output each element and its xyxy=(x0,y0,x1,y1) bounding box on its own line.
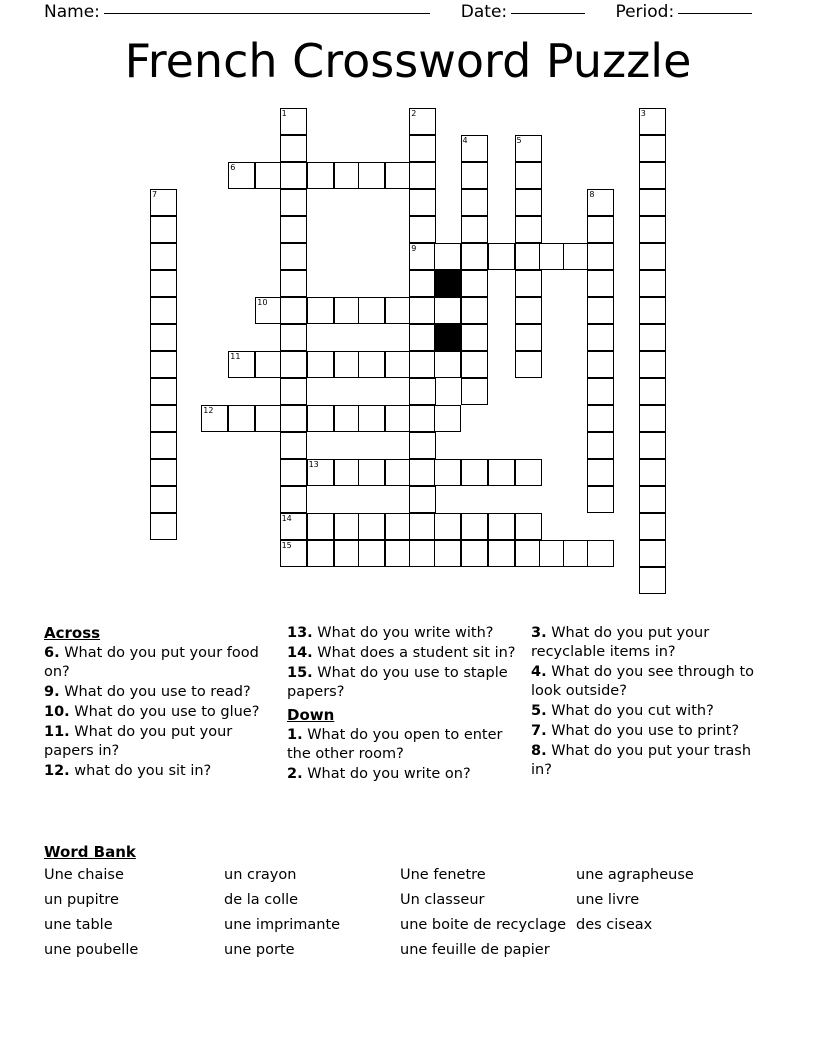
grid-cell[interactable] xyxy=(280,324,307,351)
grid-cell[interactable] xyxy=(488,540,515,567)
grid-cell[interactable] xyxy=(409,243,436,270)
grid-cell[interactable] xyxy=(488,459,515,486)
grid-cell[interactable] xyxy=(307,540,334,567)
grid-cell[interactable] xyxy=(228,351,255,378)
clue-down-3 xyxy=(531,624,774,662)
grid-cell[interactable] xyxy=(639,243,666,270)
grid-cell[interactable] xyxy=(280,189,307,216)
grid-cell[interactable] xyxy=(409,432,436,459)
grid-cell[interactable] xyxy=(461,513,488,540)
grid-cell[interactable] xyxy=(280,162,307,189)
word-bank-item: une imprimante xyxy=(224,917,341,933)
word-bank-item: des ciseax xyxy=(576,917,653,933)
word-bank-item: une feuille de papier xyxy=(400,942,550,958)
grid-cell-blocked xyxy=(434,270,461,297)
grid-cell[interactable] xyxy=(280,243,307,270)
word-bank-item: de la colle xyxy=(224,892,299,908)
grid-cell-number: 6 xyxy=(230,163,236,172)
word-bank-item: une porte xyxy=(224,942,295,958)
grid-cell[interactable] xyxy=(150,486,177,513)
grid-cell[interactable] xyxy=(280,270,307,297)
grid-cell[interactable] xyxy=(358,459,385,486)
grid-cell[interactable] xyxy=(434,540,461,567)
grid-cell[interactable] xyxy=(461,189,488,216)
clue-across-14 xyxy=(287,644,517,663)
clue-column-2 xyxy=(287,624,517,785)
grid-cell-number: 7 xyxy=(152,190,158,199)
grid-cell-blocked xyxy=(434,324,461,351)
date-blank-line[interactable] xyxy=(511,13,585,14)
grid-cell-number: 2 xyxy=(411,109,417,118)
grid-cell[interactable] xyxy=(515,270,542,297)
grid-cell[interactable] xyxy=(434,513,461,540)
grid-cell[interactable] xyxy=(515,189,542,216)
clue-down-4 xyxy=(531,663,774,701)
grid-cell[interactable] xyxy=(461,324,488,351)
grid-cell[interactable] xyxy=(515,324,542,351)
grid-cell[interactable] xyxy=(307,351,334,378)
clue-down-5 xyxy=(531,702,774,721)
grid-cell[interactable] xyxy=(150,324,177,351)
grid-cell[interactable] xyxy=(639,378,666,405)
clue-down-1 xyxy=(287,726,517,764)
grid-cell[interactable] xyxy=(358,540,385,567)
clues-area xyxy=(44,624,774,834)
grid-cell[interactable] xyxy=(307,162,334,189)
grid-cell[interactable] xyxy=(409,135,436,162)
grid-cell[interactable] xyxy=(515,351,542,378)
grid-cell[interactable] xyxy=(488,243,515,270)
page-title: French Crossword Puzzle xyxy=(124,34,692,88)
grid-cell-number: 13 xyxy=(308,460,319,469)
grid-cell[interactable] xyxy=(587,216,614,243)
grid-cell[interactable] xyxy=(358,405,385,432)
grid-cell[interactable] xyxy=(280,351,307,378)
grid-cell[interactable] xyxy=(639,189,666,216)
grid-cell[interactable] xyxy=(385,351,412,378)
grid-cell[interactable] xyxy=(434,351,461,378)
clue-number: 14. xyxy=(287,645,313,661)
clue-across-11 xyxy=(44,723,276,761)
clue-number: 13. xyxy=(287,625,313,641)
grid-cell-number: 15 xyxy=(281,541,292,550)
down-heading: Down xyxy=(287,706,335,724)
grid-cell[interactable] xyxy=(409,216,436,243)
clue-number: 9. xyxy=(44,684,60,700)
grid-cell[interactable] xyxy=(461,297,488,324)
word-bank-item: une poubelle xyxy=(44,942,139,958)
grid-cell[interactable] xyxy=(201,405,228,432)
grid-cell[interactable] xyxy=(307,459,334,486)
grid-cell[interactable] xyxy=(461,540,488,567)
grid-cell-number: 14 xyxy=(281,514,292,523)
word-bank-item: Une chaise xyxy=(44,867,124,883)
grid-cell[interactable] xyxy=(639,459,666,486)
grid-cell[interactable] xyxy=(385,459,412,486)
clue-text: what do you sit in? xyxy=(74,763,212,779)
word-bank-item: Une fenetre xyxy=(400,867,486,883)
clue-text: What do you see through to look outside? xyxy=(531,664,755,699)
clue-number: 5. xyxy=(531,703,547,719)
grid-cell[interactable] xyxy=(409,540,436,567)
clue-column-1 xyxy=(44,624,276,782)
grid-cell[interactable] xyxy=(515,297,542,324)
grid-cell[interactable] xyxy=(461,378,488,405)
grid-cell[interactable] xyxy=(334,297,361,324)
grid-cell[interactable] xyxy=(409,270,436,297)
grid-cell[interactable] xyxy=(409,297,436,324)
grid-cell[interactable] xyxy=(307,405,334,432)
grid-cell[interactable] xyxy=(539,540,566,567)
grid-cell[interactable] xyxy=(255,351,282,378)
student-info-header xyxy=(0,2,816,22)
clue-text: What do you write on? xyxy=(307,766,471,782)
clue-number: 4. xyxy=(531,664,547,680)
word-bank-item: une livre xyxy=(576,892,640,908)
grid-cell[interactable] xyxy=(639,216,666,243)
grid-cell[interactable] xyxy=(515,162,542,189)
grid-cell[interactable] xyxy=(409,513,436,540)
clue-number: 1. xyxy=(287,727,303,743)
clue-across-15 xyxy=(287,664,517,702)
grid-cell[interactable] xyxy=(461,162,488,189)
grid-cell-number: 3 xyxy=(640,109,646,118)
grid-cell[interactable] xyxy=(150,432,177,459)
grid-cell[interactable] xyxy=(385,297,412,324)
grid-cell[interactable] xyxy=(280,432,307,459)
clue-text: What do you use to staple papers? xyxy=(287,665,508,700)
grid-cell[interactable] xyxy=(280,405,307,432)
grid-cell[interactable] xyxy=(307,513,334,540)
grid-cell[interactable] xyxy=(587,189,614,216)
clue-down-8 xyxy=(531,742,774,780)
grid-cell[interactable] xyxy=(515,216,542,243)
clue-text: What do you put your food on? xyxy=(44,645,259,680)
grid-cell[interactable] xyxy=(150,405,177,432)
grid-cell[interactable] xyxy=(385,540,412,567)
grid-cell[interactable] xyxy=(358,513,385,540)
word-bank-grid xyxy=(44,867,774,958)
grid-cell[interactable] xyxy=(515,135,542,162)
grid-cell[interactable] xyxy=(434,459,461,486)
name-blank-line[interactable] xyxy=(104,13,430,14)
grid-cell[interactable] xyxy=(334,540,361,567)
word-bank-heading: Word Bank xyxy=(44,843,136,861)
grid-cell[interactable] xyxy=(334,162,361,189)
grid-cell[interactable] xyxy=(280,216,307,243)
grid-cell[interactable] xyxy=(515,513,542,540)
grid-cell[interactable] xyxy=(563,243,590,270)
grid-cell[interactable] xyxy=(150,189,177,216)
grid-cell[interactable] xyxy=(639,567,666,594)
clue-number: 15. xyxy=(287,665,313,681)
grid-cell[interactable] xyxy=(358,297,385,324)
grid-cell[interactable] xyxy=(334,459,361,486)
clue-text: What do you put your trash in? xyxy=(531,743,752,778)
grid-cell[interactable] xyxy=(280,135,307,162)
clue-text: What do you write with? xyxy=(317,625,494,641)
grid-cell[interactable] xyxy=(334,405,361,432)
grid-cell[interactable] xyxy=(639,540,666,567)
grid-cell[interactable] xyxy=(639,108,666,135)
grid-cell[interactable] xyxy=(587,351,614,378)
grid-cell[interactable] xyxy=(228,405,255,432)
clue-text: What do you cut with? xyxy=(551,703,714,719)
grid-cell[interactable] xyxy=(515,459,542,486)
grid-cell[interactable] xyxy=(409,378,436,405)
date-label: Date: xyxy=(460,2,508,22)
period-blank-line[interactable] xyxy=(678,13,752,14)
grid-cell[interactable] xyxy=(434,297,461,324)
grid-cell[interactable] xyxy=(358,162,385,189)
clue-text: What do you open to enter the other room? xyxy=(287,727,503,762)
grid-cell[interactable] xyxy=(587,459,614,486)
grid-cell[interactable] xyxy=(409,189,436,216)
word-bank xyxy=(44,843,774,958)
grid-cell[interactable] xyxy=(385,162,412,189)
grid-cell[interactable] xyxy=(539,243,566,270)
grid-cell[interactable] xyxy=(461,216,488,243)
grid-cell[interactable] xyxy=(150,270,177,297)
grid-cell[interactable] xyxy=(150,351,177,378)
clue-across-10 xyxy=(44,703,276,722)
grid-cell[interactable] xyxy=(587,432,614,459)
clue-number: 3. xyxy=(531,625,547,641)
grid-cell[interactable] xyxy=(563,540,590,567)
clue-text: What do you put your recyclable items in? xyxy=(531,625,710,660)
clue-across-12 xyxy=(44,762,276,781)
grid-cell[interactable] xyxy=(280,297,307,324)
grid-cell[interactable] xyxy=(488,513,515,540)
grid-cell[interactable] xyxy=(255,297,282,324)
grid-cell[interactable] xyxy=(587,486,614,513)
clue-across-9 xyxy=(44,683,276,702)
grid-cell-number: 9 xyxy=(411,244,417,253)
grid-cell[interactable] xyxy=(639,135,666,162)
grid-cell-number: 5 xyxy=(516,136,522,145)
grid-cell[interactable] xyxy=(461,135,488,162)
grid-cell-number: 8 xyxy=(589,190,595,199)
grid-cell-number: 1 xyxy=(281,109,287,118)
grid-cell[interactable] xyxy=(228,162,255,189)
grid-cell[interactable] xyxy=(639,486,666,513)
grid-cell[interactable] xyxy=(461,243,488,270)
grid-cell[interactable] xyxy=(150,216,177,243)
clue-down-2 xyxy=(287,765,517,784)
word-bank-item: un crayon xyxy=(224,867,297,883)
word-bank-item: une table xyxy=(44,917,113,933)
grid-cell[interactable] xyxy=(434,405,461,432)
clue-text: What does a student sit in? xyxy=(317,645,516,661)
grid-cell[interactable] xyxy=(280,378,307,405)
word-bank-item xyxy=(576,942,756,958)
grid-cell-number: 12 xyxy=(203,406,214,415)
grid-cell[interactable] xyxy=(409,162,436,189)
word-bank-item: une boite de recyclage xyxy=(400,917,567,933)
grid-cell[interactable] xyxy=(587,270,614,297)
word-bank-item: Un classeur xyxy=(400,892,485,908)
grid-cell[interactable] xyxy=(150,459,177,486)
clue-number: 7. xyxy=(531,723,547,739)
period-label: Period: xyxy=(615,2,675,22)
crossword-grid[interactable] xyxy=(0,104,816,604)
grid-cell[interactable] xyxy=(587,405,614,432)
grid-cell[interactable] xyxy=(639,270,666,297)
grid-cell[interactable] xyxy=(334,351,361,378)
grid-cell[interactable] xyxy=(587,243,614,270)
grid-cell-number: 11 xyxy=(230,352,241,361)
clue-across-6 xyxy=(44,644,276,682)
grid-cell[interactable] xyxy=(434,243,461,270)
grid-cell[interactable] xyxy=(358,351,385,378)
grid-cell[interactable] xyxy=(385,405,412,432)
grid-cell[interactable] xyxy=(409,459,436,486)
grid-cell[interactable] xyxy=(280,513,307,540)
grid-cell[interactable] xyxy=(587,540,614,567)
grid-cell[interactable] xyxy=(639,405,666,432)
grid-cell[interactable] xyxy=(587,297,614,324)
grid-cell[interactable] xyxy=(639,324,666,351)
grid-cell[interactable] xyxy=(280,540,307,567)
grid-cell[interactable] xyxy=(255,162,282,189)
clue-text: What do you put your papers in? xyxy=(44,724,233,759)
grid-cell[interactable] xyxy=(307,297,334,324)
grid-cell-number: 10 xyxy=(257,298,268,307)
grid-cell[interactable] xyxy=(385,513,412,540)
grid-cell[interactable] xyxy=(587,378,614,405)
clue-text: What do you use to read? xyxy=(64,684,251,700)
across-heading: Across xyxy=(44,624,101,642)
word-bank-item: une agrapheuse xyxy=(576,867,694,883)
grid-cell[interactable] xyxy=(150,513,177,540)
grid-cell[interactable] xyxy=(409,405,436,432)
grid-cell[interactable] xyxy=(409,351,436,378)
grid-cell[interactable] xyxy=(639,513,666,540)
grid-cell[interactable] xyxy=(639,162,666,189)
grid-cell[interactable] xyxy=(461,459,488,486)
grid-cell[interactable] xyxy=(150,297,177,324)
grid-cell-number: 4 xyxy=(462,136,468,145)
grid-cell[interactable] xyxy=(150,378,177,405)
clue-number: 6. xyxy=(44,645,60,661)
grid-cell[interactable] xyxy=(461,270,488,297)
grid-cell[interactable] xyxy=(280,459,307,486)
grid-cell[interactable] xyxy=(639,351,666,378)
clue-text: What do you use to print? xyxy=(551,723,740,739)
word-bank-item: un pupitre xyxy=(44,892,119,908)
clue-down-7 xyxy=(531,722,774,741)
clue-number: 2. xyxy=(287,766,303,782)
grid-cell[interactable] xyxy=(409,108,436,135)
grid-cell[interactable] xyxy=(587,324,614,351)
grid-cell[interactable] xyxy=(515,540,542,567)
grid-cell[interactable] xyxy=(461,351,488,378)
grid-cell[interactable] xyxy=(255,405,282,432)
grid-cell[interactable] xyxy=(150,243,177,270)
name-label: Name: xyxy=(44,2,100,22)
clue-number: 12. xyxy=(44,763,70,779)
clue-number: 10. xyxy=(44,704,70,720)
clue-text: What do you use to glue? xyxy=(74,704,260,720)
grid-cell[interactable] xyxy=(280,108,307,135)
grid-cell[interactable] xyxy=(334,513,361,540)
clue-number: 8. xyxy=(531,743,547,759)
grid-cell[interactable] xyxy=(409,486,436,513)
clue-across-13 xyxy=(287,624,517,643)
clue-number: 11. xyxy=(44,724,70,740)
grid-cell[interactable] xyxy=(409,324,436,351)
grid-cell[interactable] xyxy=(639,297,666,324)
clue-column-3 xyxy=(531,624,774,781)
grid-cell[interactable] xyxy=(639,432,666,459)
grid-cell[interactable] xyxy=(515,243,542,270)
grid-cell[interactable] xyxy=(280,486,307,513)
